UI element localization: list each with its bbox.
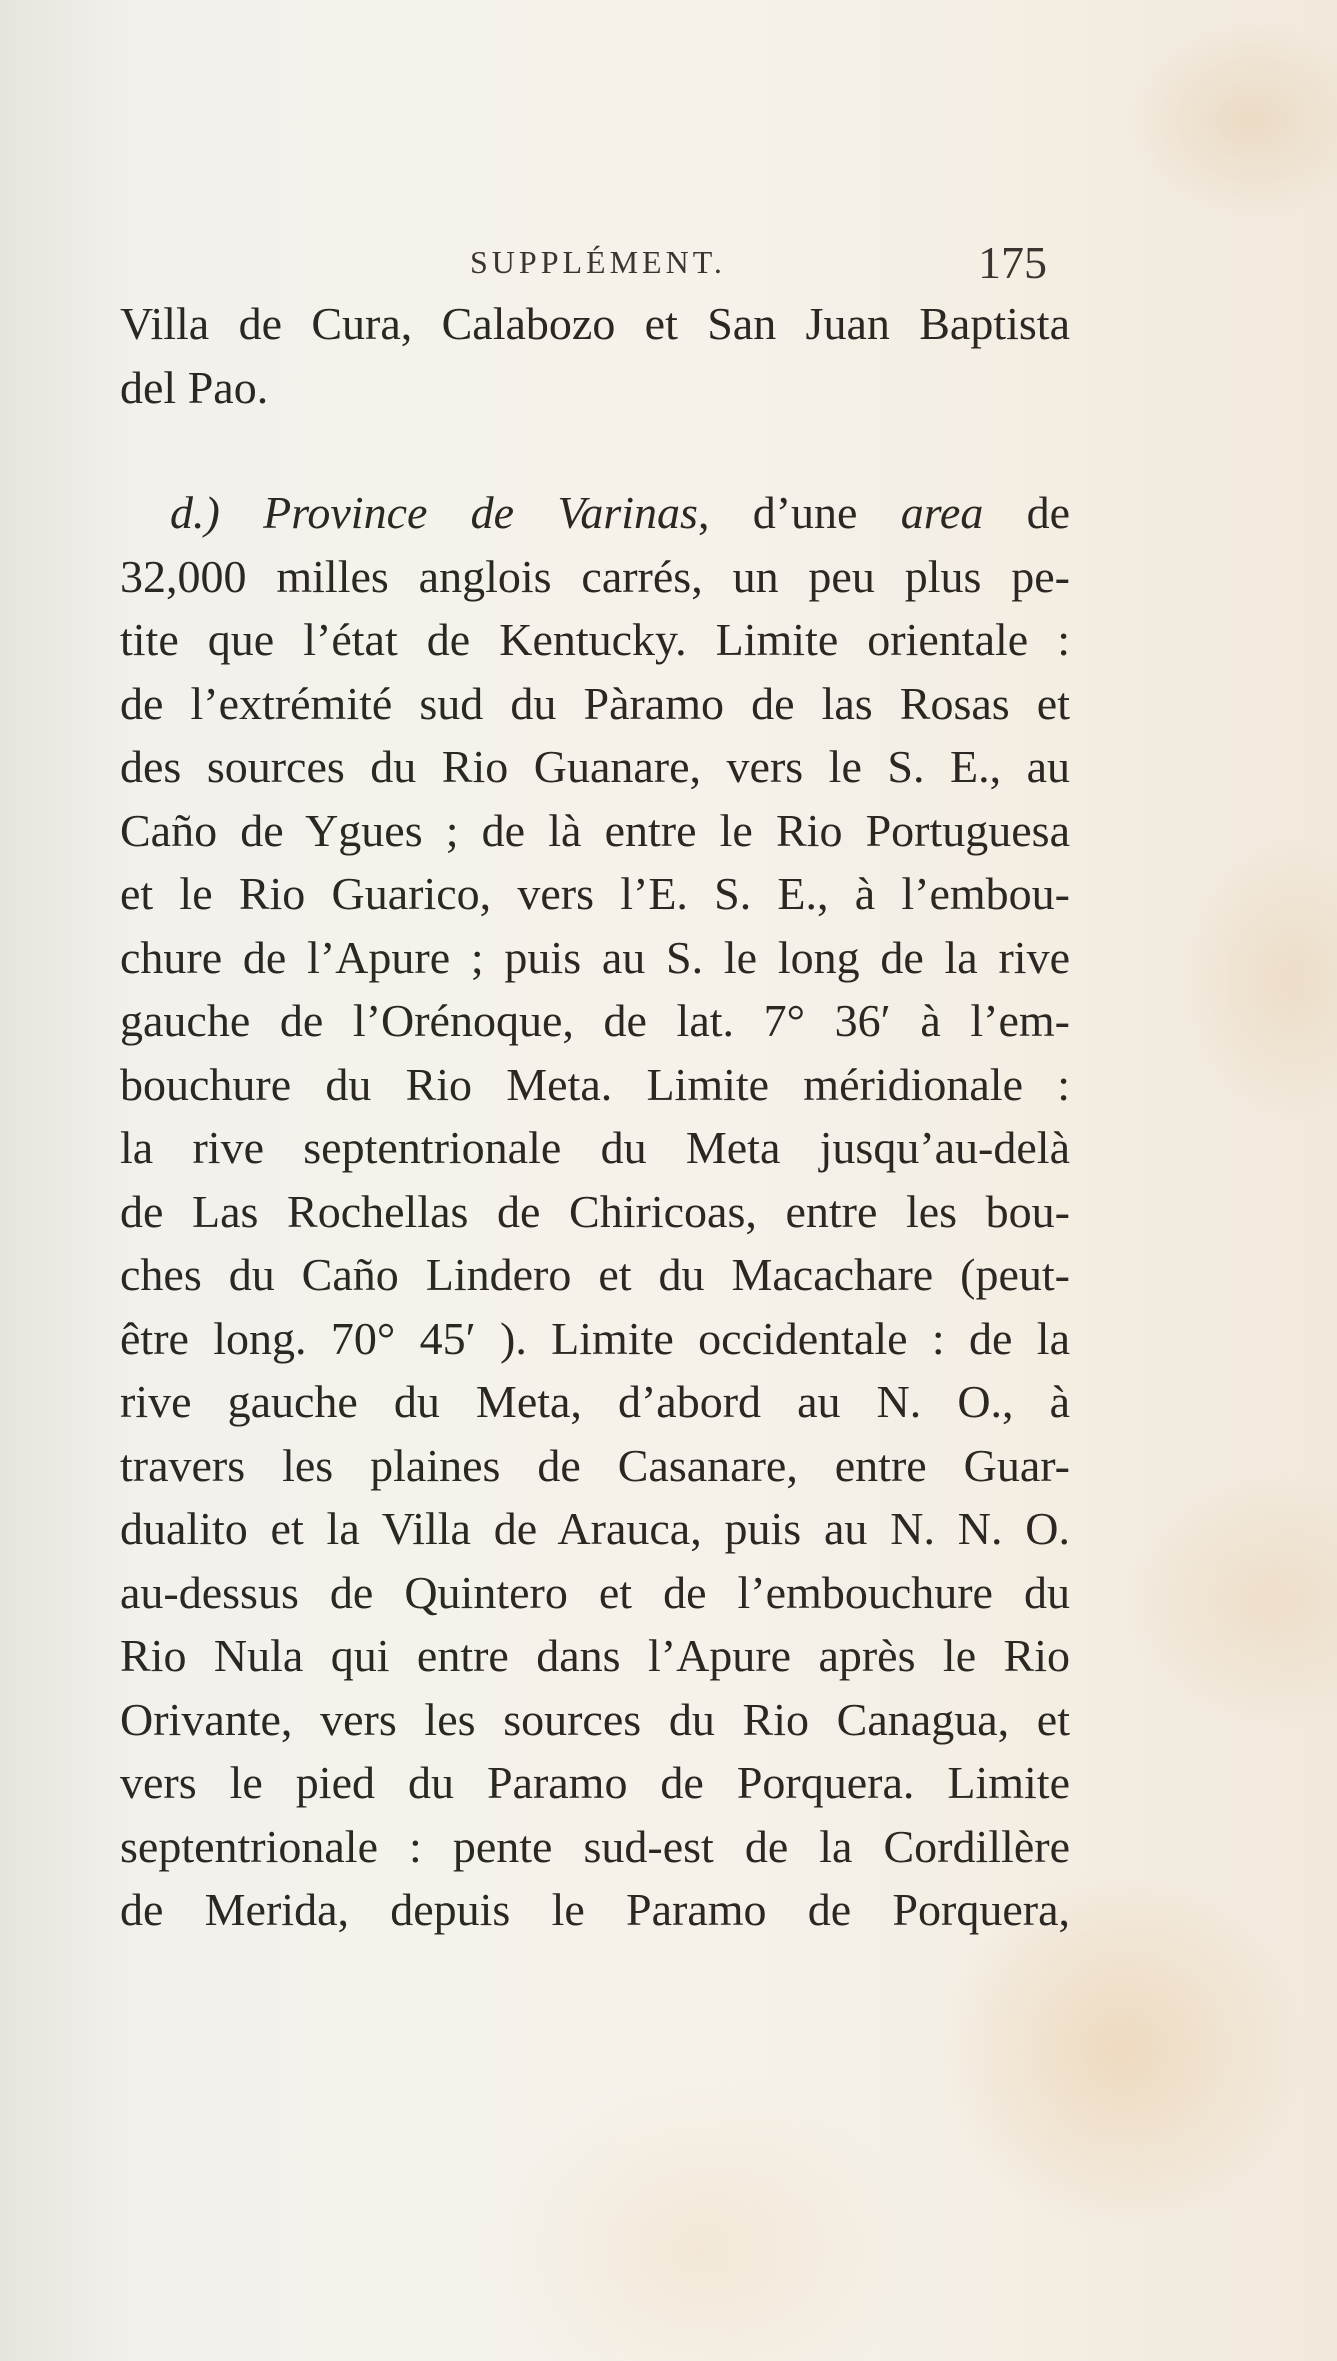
province-name: Province de Varinas <box>263 487 698 538</box>
paragraph-gap <box>120 419 1070 481</box>
body-text <box>120 292 1070 1942</box>
text-line: de Merida, depuis le Paramo de Porquera, <box>120 1884 1070 1935</box>
running-head: SUPPLÉMENT. <box>470 244 726 280</box>
text-line: 32,000 milles anglois carrés, un peu plus pe- <box>120 550 1070 602</box>
text-line: être long. 70° 45′ ). Limite occidentale : de la <box>120 1312 1070 1364</box>
text-line: et le Rio Guarico, vers l’E. S. E., à l’embou- <box>120 868 1070 919</box>
text-line: travers les plaines de Casanare, entre Guar- <box>120 1439 1070 1491</box>
text-fragment: , d’une <box>697 487 858 538</box>
text-line: de Las Rochellas de Chiricoas, entre les bou- <box>120 1185 1070 1237</box>
text-line: Rio Nula qui entre dans l’Apure après le Rio <box>120 1630 1070 1681</box>
text-line: rive gauche du Meta, d’abord au N. O., à <box>120 1376 1070 1427</box>
text-line: dualito et la Villa de Arauca, puis au N. N. O. <box>120 1503 1070 1554</box>
text-line: Caño de Ygues ; de là entre le Rio Portuguesa <box>120 804 1070 856</box>
page-header <box>0 236 1337 296</box>
page-number: 175 <box>978 237 1047 288</box>
text-line: bouchure du Rio Meta. Limite méridionale : <box>120 1058 1070 1110</box>
text-fragment: de <box>1026 487 1071 538</box>
text-line: gauche de l’Orénoque, de lat. 7° 36′ à l’em- <box>120 995 1070 1046</box>
text-line: Villa de Cura, Calabozo et San Juan Baptista <box>120 298 1070 349</box>
text-line: des sources du Rio Guanare, vers le S. E., au <box>120 741 1070 792</box>
text-line: tite que l’état de Kentucky. Limite orientale : <box>120 614 1070 665</box>
text-line: de l’extrémité sud du Pàramo de las Rosas et <box>120 677 1070 729</box>
text-line: ches du Caño Lindero et du Macachare (peut- <box>120 1249 1070 1300</box>
text-line: la rive septentrionale du Meta jusqu’au-delà <box>120 1122 1070 1173</box>
text-line: del Pao. <box>120 361 269 413</box>
text-line: chure de l’Apure ; puis au S. le long de la rive <box>120 931 1070 983</box>
paragraph-first-line <box>120 481 1070 545</box>
text-line: Orivante, vers les sources du Rio Canagua, et <box>120 1693 1070 1745</box>
text-line: au-dessus de Quintero et de l’embouchure du <box>120 1566 1070 1618</box>
text-line: vers le pied du Paramo de Porquera. Limite <box>120 1757 1070 1808</box>
item-label: d.) <box>170 487 220 538</box>
area-word: area <box>900 487 984 538</box>
text-line: septentrionale : pente sud-est de la Cordillère <box>120 1820 1070 1872</box>
